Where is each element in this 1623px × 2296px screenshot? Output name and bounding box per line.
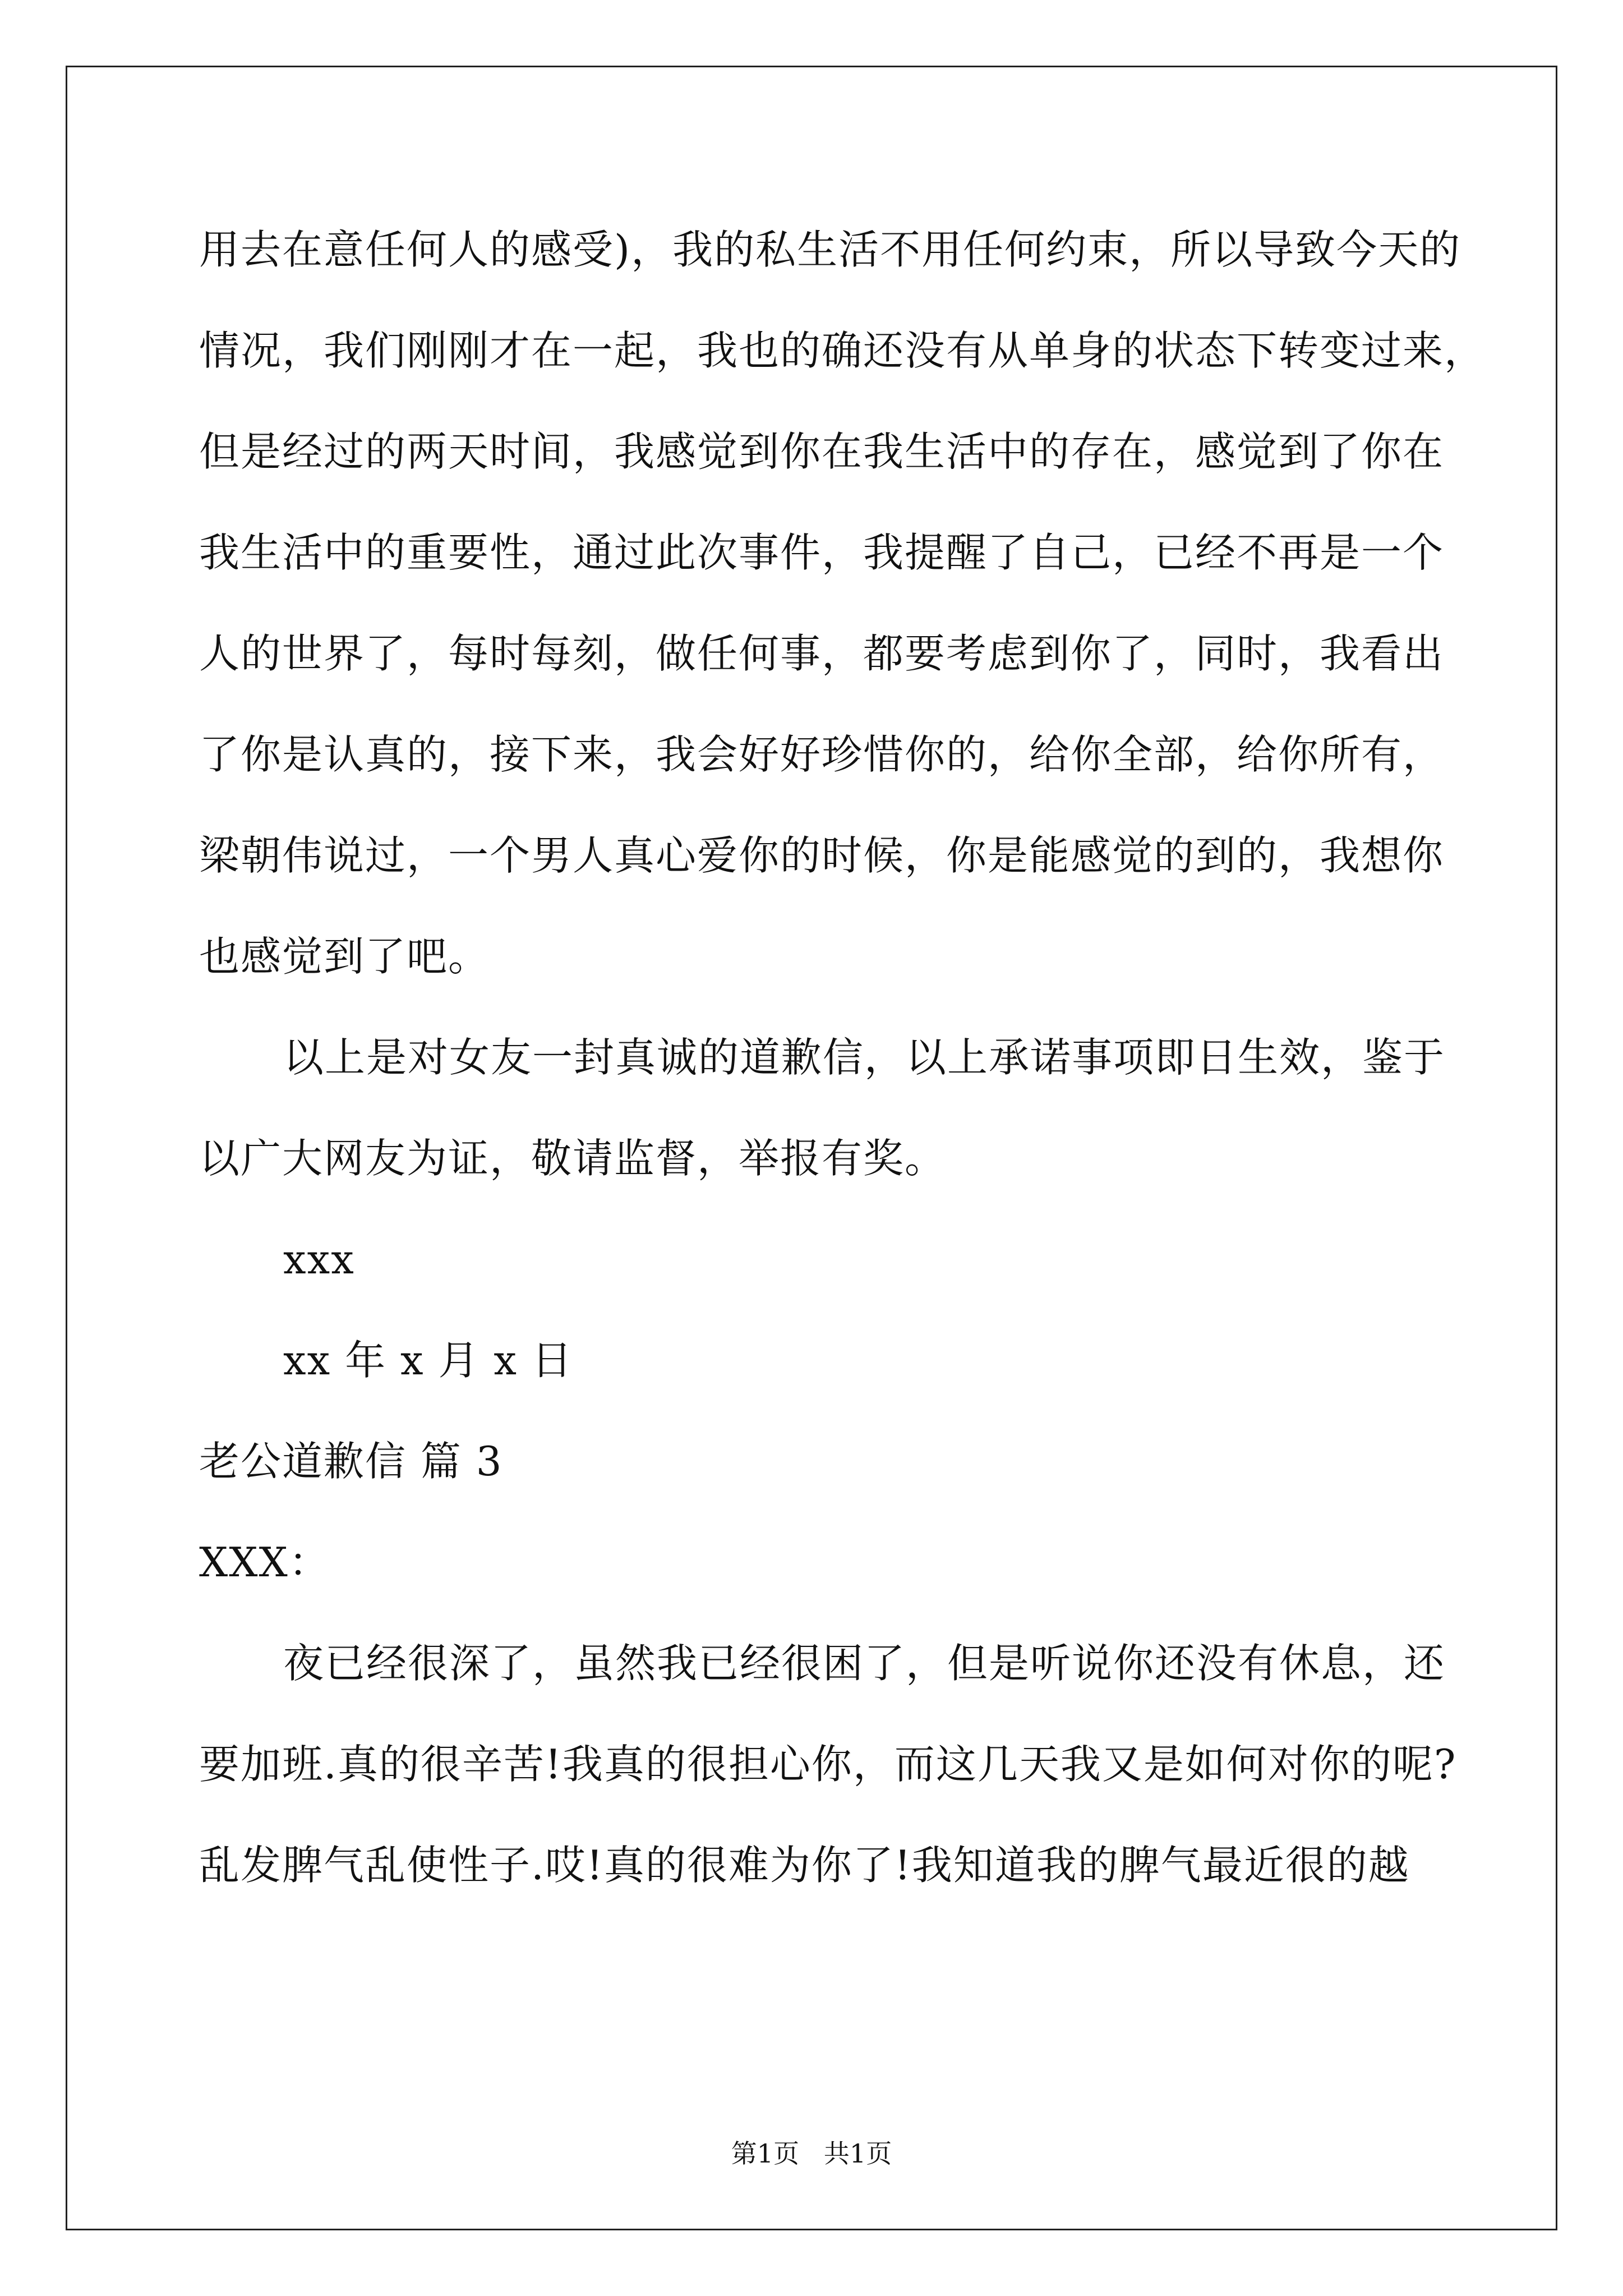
text-line: 用去在意任何人的感受)，我的私生活不用任何约束，所以导致今天的 xyxy=(199,226,1461,273)
text-line: 了你是认真的，接下来，我会好好珍惜你的，给你全部，给你所有， xyxy=(199,731,1445,778)
text-line: 但是经过的两天时间，我感觉到你在我生活中的存在，感觉到了你在 xyxy=(199,428,1445,475)
document-body xyxy=(199,222,1486,1938)
text-line: 以上是对女友一封真诚的道歉信，以上承诺事项即日生效，鉴于 xyxy=(283,1034,1446,1081)
signature-name: xxx xyxy=(283,1236,355,1283)
text-line: 夜已经很深了，虽然我已经很困了，但是听说你还没有休息，还 xyxy=(283,1640,1446,1687)
text-line: 我生活中的重要性，通过此次事件，我提醒了自己，已经不再是一个 xyxy=(199,529,1445,576)
salutation: XXX： xyxy=(199,1539,330,1586)
text-line: 也感觉到了吧。 xyxy=(199,933,490,980)
page-footer: 第1页 共1页 xyxy=(731,2138,892,2169)
text-line: 要加班.真的很辛苦!我真的很担心你，而这几天我又是如何对你的呢? xyxy=(199,1741,1457,1788)
text-line: 以广大网友为证，敬请监督，举报有奖。 xyxy=(199,1135,947,1182)
text-line: 人的世界了，每时每刻，做任何事，都要考虑到你了，同时，我看出 xyxy=(199,630,1445,677)
section-heading: 老公道歉信 篇 3 xyxy=(199,1438,503,1485)
text-line: 乱发脾气乱使性子.哎!真的很难为你了!我知道我的脾气最近很的越 xyxy=(199,1842,1410,1889)
signature-date: xx 年 x 月 x 日 xyxy=(283,1337,573,1384)
text-line: 梁朝伟说过，一个男人真心爱你的时候，你是能感觉的到的，我想你 xyxy=(199,832,1445,879)
text-line: 情况，我们刚刚才在一起，我也的确还没有从单身的状态下转变过来， xyxy=(199,327,1486,374)
